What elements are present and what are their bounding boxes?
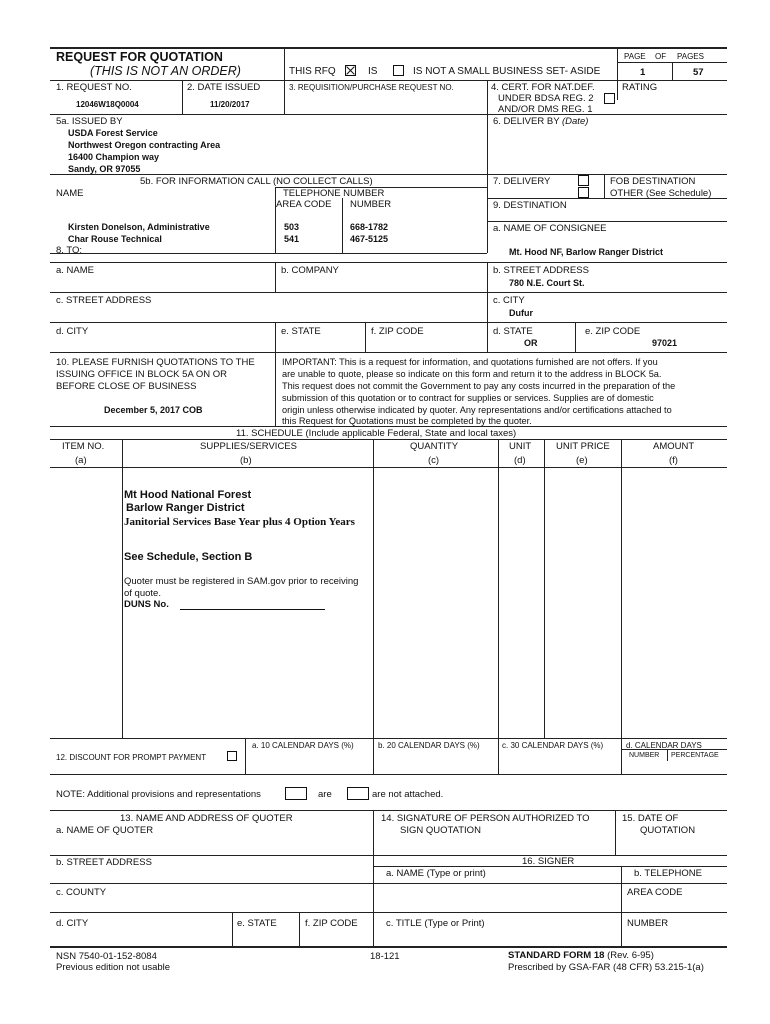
furnish-line: ISSUING OFFICE IN BLOCK 5A ON OR <box>56 369 228 380</box>
quoter-city-label: d. CITY <box>56 918 89 929</box>
to-street-label: c. STREET ADDRESS <box>56 295 152 306</box>
form-subtitle: (THIS IS NOT AN ORDER) <box>90 64 241 78</box>
quoter-name-label: a. NAME OF QUOTER <box>56 825 154 836</box>
rule <box>50 883 727 884</box>
signer-name-label: a. NAME (Type or print) <box>386 868 486 879</box>
quoter-zip-label: f. ZIP CODE <box>305 918 358 929</box>
col-d: (d) <box>514 455 526 466</box>
col-a: (a) <box>75 455 87 466</box>
rule <box>50 80 727 81</box>
rule <box>232 912 233 946</box>
rule <box>487 262 488 352</box>
note-are: are <box>318 789 332 800</box>
standard-form-number: STANDARD FORM 18 <box>508 950 605 961</box>
rule <box>275 187 276 253</box>
quoter-street-label: b. STREET ADDRESS <box>56 857 152 868</box>
rule <box>621 439 622 774</box>
requisition-label: 3. REQUISITION/PURCHASE REQUEST NO. <box>289 83 454 92</box>
important-line: IMPORTANT: This is a request for information, and quotations furnished are not offers. If you <box>282 357 658 367</box>
discount-checkbox[interactable] <box>227 751 237 761</box>
rule <box>365 322 366 352</box>
important-line: This request does not commit the Government to pay any costs incurred in the preparation of the <box>282 381 676 391</box>
rule <box>373 439 374 774</box>
dest-zip-value: 97021 <box>652 338 678 348</box>
cert-line-3: AND/OR DMS REG. 1 <box>498 104 593 115</box>
page-label: PAGE <box>624 52 646 61</box>
rule <box>275 262 276 292</box>
dest-street-value: 780 N.E. Court St. <box>509 278 585 288</box>
important-line: origin unless otherwise indicated by quoter. Any representations and/or certifications attached to <box>282 405 672 415</box>
rule <box>50 738 727 739</box>
rule <box>50 855 727 856</box>
rule <box>487 80 488 253</box>
deliver-by-date: (Date) <box>562 116 589 127</box>
standard-form <box>508 950 654 961</box>
area-code-label: AREA CODE <box>276 199 332 210</box>
discount-number: NUMBER <box>629 752 660 759</box>
item-no-header: ITEM NO. <box>62 441 105 452</box>
rule <box>275 352 276 426</box>
quantity-header: QUANTITY <box>410 441 459 452</box>
rule <box>373 810 374 946</box>
issued-by-line: Sandy, OR 97055 <box>68 164 141 174</box>
rule <box>621 866 622 946</box>
rule <box>50 946 727 948</box>
contact-area: 503 <box>284 222 300 232</box>
discount-label: 12. DISCOUNT FOR PROMPT PAYMENT <box>56 753 207 762</box>
rule <box>50 810 727 811</box>
form-title: REQUEST FOR QUOTATION <box>56 50 223 64</box>
fob-destination-checkbox[interactable] <box>578 175 589 186</box>
rating-label: RATING <box>622 82 658 93</box>
discount-percentage: PERCENTAGE <box>671 752 719 759</box>
signer-telephone-label: b. TELEPHONE <box>634 868 702 879</box>
quoter-county-label: c. COUNTY <box>56 887 107 898</box>
rule <box>615 810 616 855</box>
signer-area-code-label: AREA CODE <box>627 887 683 898</box>
telephone-label: TELEPHONE NUMBER <box>283 188 385 199</box>
see-schedule: See Schedule, Section B <box>124 551 253 563</box>
close-date: December 5, 2017 COB <box>104 405 203 415</box>
contact-number: 668-1782 <box>350 222 389 232</box>
to-company-label: b. COMPANY <box>281 265 339 276</box>
rule <box>672 62 673 80</box>
provisions-attached-checkbox[interactable] <box>285 787 307 800</box>
item-title: Janitorial Services Base Year plus 4 Option Years <box>124 516 355 528</box>
discount-10-days: a. 10 CALENDAR DAYS (%) <box>252 741 354 750</box>
rule <box>50 467 727 468</box>
discount-20-days: b. 20 CALENDAR DAYS (%) <box>378 741 480 750</box>
unit-price-header: UNIT PRICE <box>556 441 610 452</box>
quotation-date-label: QUOTATION <box>640 825 696 836</box>
item-title: Barlow Ranger District <box>126 502 245 514</box>
cert-line-1: 4. CERT. FOR NAT.DEF. <box>491 82 595 93</box>
other-checkbox[interactable] <box>578 187 589 198</box>
cert-line-2: UNDER BDSA REG. 2 <box>498 93 594 104</box>
dest-city-value: Dufur <box>509 308 533 318</box>
rule <box>50 322 727 323</box>
rule <box>275 322 276 352</box>
discount-calendar-days: d. CALENDAR DAYS <box>626 741 702 750</box>
rule <box>575 322 576 352</box>
col-f: (f) <box>669 455 678 466</box>
to-name-label: a. NAME <box>56 265 95 276</box>
other-label: OTHER (See Schedule) <box>610 188 712 199</box>
signature-label: 14. SIGNATURE OF PERSON AUTHORIZED TO <box>381 813 590 824</box>
contact-name: Kirsten Donelson, Administrative <box>68 222 210 232</box>
sam-note: Quoter must be registered in SAM.gov prior to receiving <box>124 576 359 587</box>
to-city-label: d. CITY <box>56 326 89 337</box>
request-no-value: 12046W18Q0004 <box>76 100 139 109</box>
schedule-title: 11. SCHEDULE (Include applicable Federal, State and local taxes) <box>236 428 517 439</box>
quoter-state-label: e. STATE <box>237 918 277 929</box>
rule <box>617 62 727 63</box>
nsn-number: NSN 7540-01-152-8084 <box>56 951 157 962</box>
destination-label: 9. DESTINATION <box>493 200 567 211</box>
deliver-by-text: 6. DELIVER BY <box>493 116 560 127</box>
signer-number-label: NUMBER <box>627 918 669 929</box>
rule <box>122 439 123 738</box>
bdsa-checkbox[interactable] <box>604 93 615 104</box>
issued-by-line: 16400 Champion way <box>68 152 160 162</box>
number-col-label: NUMBER <box>350 199 392 210</box>
rule <box>284 48 285 80</box>
rule <box>544 439 545 738</box>
quoter-block-label: 13. NAME AND ADDRESS OF QUOTER <box>120 813 293 824</box>
request-no-label: 1. REQUEST NO. <box>56 82 132 93</box>
important-line: submission of this quotation or to contract for supplies or services. Supplies are of domestic <box>282 393 654 403</box>
name-col-label: NAME <box>56 188 84 199</box>
rule <box>604 174 605 198</box>
duns-field[interactable] <box>180 609 325 610</box>
furnish-line: BEFORE CLOSE OF BUSINESS <box>56 381 197 392</box>
consignee-value: Mt. Hood NF, Barlow Ranger District <box>509 247 664 257</box>
contact-area: 541 <box>284 234 300 244</box>
discount-30-days: c. 30 CALENDAR DAYS (%) <box>502 741 604 750</box>
deliver-by-label <box>493 116 588 127</box>
rule <box>284 80 285 114</box>
standard-form-rev: (Rev. 6-95) <box>607 950 654 961</box>
issued-by-line: Northwest Oregon contracting Area <box>68 140 221 150</box>
furnish-line: 10. PLEASE FURNISH QUOTATIONS TO THE <box>56 357 255 368</box>
rule <box>50 253 487 254</box>
dest-state-value: OR <box>524 338 538 348</box>
note-text: NOTE: Additional provisions and representations <box>56 789 261 800</box>
rule <box>299 912 300 946</box>
amount-header: AMOUNT <box>653 441 695 452</box>
pages-label: PAGES <box>677 52 704 61</box>
of-label: OF <box>655 52 667 61</box>
delivery-label: 7. DELIVERY <box>493 176 551 187</box>
rule <box>50 262 727 263</box>
rfq-suffix: IS NOT A SMALL BUSINESS SET- ASIDE <box>413 66 601 77</box>
rule <box>50 174 727 175</box>
rule <box>498 439 499 774</box>
rule <box>617 48 618 100</box>
dest-street-label: b. STREET ADDRESS <box>493 265 589 276</box>
small-business-no-checkbox[interactable] <box>393 65 404 76</box>
supplies-header: SUPPLIES/SERVICES <box>200 441 297 452</box>
important-line: are unable to quote, please so indicate on this form and return it to the address in BLOCK 5a. <box>282 369 662 379</box>
rule <box>50 292 727 293</box>
duns-label: DUNS No. <box>124 599 169 610</box>
form-code: 18-121 <box>370 951 400 962</box>
note-not-attached: are not attached. <box>372 789 444 800</box>
signer-label: 16. SIGNER <box>522 856 575 867</box>
rfq-is: IS <box>368 66 378 77</box>
rule <box>342 198 343 253</box>
prescribed-by: Prescribed by GSA-FAR (48 CFR) 53.215-1(a) <box>508 962 704 973</box>
signature-label: SIGN QUOTATION <box>400 825 481 836</box>
contact-name: Char Rouse Technical <box>68 234 162 244</box>
previous-edition: Previous edition not usable <box>56 962 171 973</box>
to-zip-label: f. ZIP CODE <box>371 326 424 337</box>
pages-total: 57 <box>693 67 704 78</box>
dest-zip-label: e. ZIP CODE <box>585 326 641 337</box>
to-state-label: e. STATE <box>281 326 321 337</box>
col-e: (e) <box>576 455 588 466</box>
dest-city-label: c. CITY <box>493 295 525 306</box>
issued-by-line: USDA Forest Service <box>68 128 158 138</box>
contact-number: 467-5125 <box>350 234 389 244</box>
rule <box>50 439 727 440</box>
date-issued-value: 11/20/2017 <box>210 100 250 109</box>
signer-title-label: c. TITLE (Type or Print) <box>386 918 485 929</box>
rfq-prefix: THIS RFQ <box>289 66 336 77</box>
rule <box>182 80 183 114</box>
issued-by-label: 5a. ISSUED BY <box>56 116 123 127</box>
provisions-not-attached-checkbox[interactable] <box>347 787 369 800</box>
item-title: Mt Hood National Forest <box>124 489 252 501</box>
dest-state-label: d. STATE <box>493 326 533 337</box>
rule <box>245 738 246 774</box>
info-call-label: 5b. FOR INFORMATION CALL (NO COLLECT CALLS) <box>140 176 373 187</box>
rule <box>50 912 727 913</box>
page-number: 1 <box>640 67 646 78</box>
col-b: (b) <box>240 455 252 466</box>
rule <box>50 774 727 775</box>
to-label: 8. TO: <box>56 245 83 256</box>
unit-header: UNIT <box>509 441 532 452</box>
rule <box>50 352 727 353</box>
important-line: this Request for Quotations must be completed by the quoter. <box>282 416 532 426</box>
quotation-date-label: 15. DATE OF <box>622 813 679 824</box>
rule <box>50 47 727 49</box>
fob-destination-label: FOB DESTINATION <box>610 176 696 187</box>
consignee-label: a. NAME OF CONSIGNEE <box>493 223 607 234</box>
small-business-yes-checkbox[interactable] <box>345 65 356 76</box>
date-issued-label: 2. DATE ISSUED <box>187 82 261 93</box>
rule <box>487 221 727 222</box>
col-c: (c) <box>428 455 440 466</box>
sam-note: of quote. <box>124 588 161 599</box>
rule <box>50 114 487 115</box>
